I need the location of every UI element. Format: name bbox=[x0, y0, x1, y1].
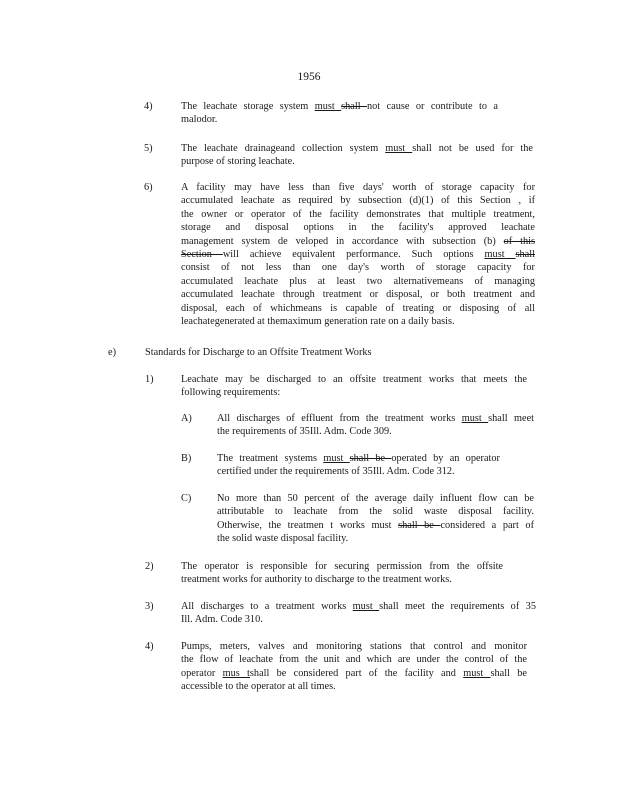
e-item-1C-text bbox=[217, 492, 534, 546]
text-run: not cause or contribute to a bbox=[367, 101, 498, 112]
text-run: All discharges of effluent from the treatment works bbox=[217, 413, 462, 424]
text-run: treatment works for authority to discharge to the treatment works. bbox=[181, 574, 452, 586]
deleted-text: shall bbox=[515, 249, 535, 261]
text-run: following requirements: bbox=[181, 387, 281, 399]
text-line bbox=[217, 492, 534, 505]
text-run: The leachate storage system bbox=[181, 101, 315, 112]
item-5-label: 5) bbox=[144, 143, 153, 154]
inserted-text: must bbox=[323, 453, 350, 464]
text-line bbox=[181, 181, 535, 194]
inserted-text: must bbox=[314, 101, 342, 112]
text-run: The treatment systems bbox=[217, 453, 324, 464]
text-run: storage and disposal options in the facility's approved leachate bbox=[181, 222, 535, 234]
text-line bbox=[181, 155, 533, 168]
text-run: considered a part of bbox=[440, 519, 535, 531]
text-run: consist of not less than one day's worth of storage capacity for bbox=[181, 262, 535, 274]
text-run: shall be bbox=[490, 667, 527, 679]
text-run: A facility may have less than five days' worth of storage capacity for bbox=[181, 182, 535, 193]
inserted-text: must bbox=[461, 413, 489, 424]
text-run: operated by an operator bbox=[391, 453, 500, 464]
e-item-4-text bbox=[181, 640, 527, 694]
e-item-1C-label: C) bbox=[181, 493, 192, 504]
text-run: accessible to the operator at all times. bbox=[181, 681, 336, 693]
item-4-label: 4) bbox=[144, 101, 153, 112]
e-item-1A-text bbox=[217, 412, 534, 439]
text-run: attributable to leachate from the solid waste disposal facility. bbox=[217, 506, 534, 518]
text-line bbox=[217, 452, 500, 465]
text-line bbox=[181, 194, 535, 207]
e-item-4-label: 4) bbox=[145, 641, 154, 652]
text-run: shall not be used for the bbox=[412, 143, 534, 154]
page-number: 1956 bbox=[297, 71, 321, 83]
text-line bbox=[181, 113, 498, 126]
text-run: accumulated leachate plus at least two alternativemeans of managing bbox=[181, 275, 535, 287]
text-line bbox=[217, 465, 500, 478]
text-line bbox=[181, 680, 527, 693]
text-run: The operator is responsible for securing permission from the offsite bbox=[181, 561, 503, 572]
text-line bbox=[181, 613, 536, 626]
deleted-text: shall be bbox=[349, 453, 392, 464]
text-line bbox=[181, 208, 535, 221]
deleted-text: shall bbox=[341, 101, 367, 112]
text-line bbox=[217, 505, 534, 518]
item-4-text bbox=[181, 100, 498, 127]
text-run: will achieve equivalent performance. Such options bbox=[222, 249, 485, 261]
item-5-text bbox=[181, 142, 533, 169]
text-line bbox=[217, 412, 534, 425]
inserted-text: must bbox=[463, 667, 491, 679]
text-run: the solid waste disposal facility. bbox=[217, 533, 349, 545]
deleted-text: shall be bbox=[398, 519, 441, 531]
section-e-label: e) bbox=[108, 347, 116, 358]
text-run: shall meet bbox=[488, 413, 534, 424]
text-run: Ill. Adm. Code 310. bbox=[181, 614, 263, 626]
text-line bbox=[181, 261, 535, 274]
text-run: disposal, each of whichmeans is capable of treating or disposing of all bbox=[181, 302, 535, 314]
text-line bbox=[217, 519, 534, 532]
text-line bbox=[181, 142, 533, 155]
text-line bbox=[181, 288, 535, 301]
inserted-text: must bbox=[352, 601, 380, 612]
text-line bbox=[181, 373, 527, 386]
inserted-text: must bbox=[385, 143, 413, 154]
text-run: purpose of storing leachate. bbox=[181, 156, 295, 168]
inserted-text: mus t bbox=[222, 667, 250, 679]
e-item-2-label: 2) bbox=[145, 561, 154, 572]
text-line bbox=[181, 315, 535, 328]
text-line bbox=[181, 653, 527, 666]
text-line bbox=[181, 640, 527, 653]
text-line bbox=[181, 100, 498, 113]
text-line bbox=[181, 667, 527, 680]
text-run: the flow of leachate from the unit and which are under the control of the bbox=[181, 654, 527, 666]
text-run: the owner or operator of the facility demonstrates that multiple treatment, bbox=[181, 208, 535, 220]
text-line bbox=[181, 560, 503, 573]
text-run: malodor. bbox=[181, 114, 218, 126]
text-run: No more than 50 percent of the average daily influent flow can be bbox=[217, 493, 534, 504]
text-run: leachategenerated at themaximum generation rate on a daily basis. bbox=[181, 316, 455, 328]
text-run: certified under the requirements of 35Ill. Adm. Code 312. bbox=[217, 466, 455, 478]
e-item-2-text bbox=[181, 560, 503, 587]
text-run: The leachate drainageand collection system bbox=[181, 143, 386, 154]
text-run: shall be considered part of the facility and bbox=[249, 667, 464, 679]
e-item-1B-label: B) bbox=[181, 453, 192, 464]
deleted-text: of this bbox=[503, 235, 536, 247]
text-run: Pumps, meters, valves and monitoring stations that control and monitor bbox=[181, 641, 527, 652]
item-6-label: 6) bbox=[144, 182, 153, 193]
text-line bbox=[181, 248, 535, 261]
text-run: shall meet the requirements of 35 bbox=[379, 601, 536, 612]
text-run: Leachate may be discharged to an offsite treatment works that meets the bbox=[181, 374, 527, 385]
deleted-text: Section bbox=[181, 249, 223, 261]
text-line bbox=[217, 532, 534, 545]
e-item-1B-text bbox=[217, 452, 500, 479]
text-line bbox=[181, 221, 535, 234]
text-run: operator bbox=[181, 667, 223, 679]
text-run: management system de veloped in accordance with subsection (b) bbox=[181, 235, 504, 247]
e-item-3-text bbox=[181, 600, 536, 627]
section-e-heading-text: Standards for Discharge to an Offsite Treatment Works bbox=[145, 347, 372, 358]
e-item-1-text bbox=[181, 373, 527, 400]
e-item-1A-label: A) bbox=[181, 413, 192, 424]
text-line bbox=[181, 235, 535, 248]
text-run: All discharges to a treatment works bbox=[181, 601, 353, 612]
text-run: accumulated leachate as required by subsection (d)(1) of this Section , if bbox=[181, 195, 535, 207]
e-item-1-label: 1) bbox=[145, 374, 154, 385]
text-run: accumulated leachate through treatment or disposal, or both treatment and bbox=[181, 289, 535, 301]
text-run: the requirements of 35Ill. Adm. Code 309. bbox=[217, 426, 392, 438]
text-line bbox=[217, 425, 534, 438]
text-line bbox=[181, 386, 527, 399]
e-item-3-label: 3) bbox=[145, 601, 154, 612]
text-line bbox=[181, 275, 535, 288]
inserted-text: must bbox=[484, 249, 516, 261]
text-line bbox=[181, 302, 535, 315]
text-run: Otherwise, the treatmen t works must bbox=[217, 519, 399, 531]
text-line bbox=[181, 600, 536, 613]
section-e-heading bbox=[145, 346, 372, 359]
text-line bbox=[181, 573, 503, 586]
item-6-text bbox=[181, 181, 535, 328]
